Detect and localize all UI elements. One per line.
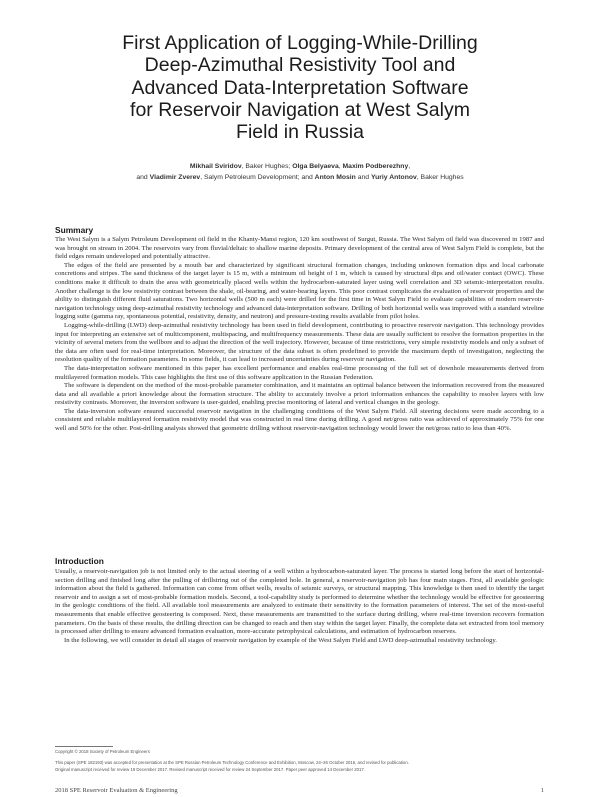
author-affiliation: , Baker Hughes; bbox=[241, 163, 293, 170]
title-line: Field in Russia bbox=[236, 121, 364, 144]
title-line: First Application of Logging-While-Drilling bbox=[122, 32, 478, 54]
author-affiliation: , Salym Petroleum Development; and bbox=[200, 174, 315, 181]
author-line bbox=[40, 172, 560, 183]
introduction-section bbox=[55, 568, 544, 645]
author-name: Maxim Podberezhny bbox=[342, 163, 409, 170]
introduction-heading: Introduction bbox=[55, 556, 104, 566]
author-name: Olga Belyaeva bbox=[292, 163, 339, 170]
summary-paragraph: The software is dependent on the method of the most-probable parameter combination, and it maintains an optimal balance between the information recovered from the measured data and all available a priori knowledge about the formation structure. The ability to accurately involve a priori information enhances the capability to resolve layers with low resistivity contrasts. Moreover, the inversion software is user-guided, enabling precise monitoring of lateral and vertical changes in the geology. bbox=[55, 382, 544, 407]
summary-paragraph: The data-interpretation software mentioned in this paper has excellent performance and enables real-time processing of the full set of downhole measurements derived from multilayered formation models. This case highlights the first use of this software application in the Russian Federation. bbox=[55, 364, 544, 381]
author-list bbox=[40, 161, 560, 183]
paper-title bbox=[40, 32, 560, 143]
footnote-divider bbox=[55, 746, 113, 747]
summary-paragraph: Logging-while-drilling (LWD) deep-azimuthal resistivity technology has been used in field development, contributing to proactive reservoir navigation. This technology provides input for interpreting an extensive set of multicomponent, multispacing, and multifrequency measurements. These data are usually sufficient to resolve the formation properties in the vicinity of several meters from the wellbore and to adjust the direction of the well trajectory. However, because of time restrictions, very simple resistivity models and only a subset of the data are often used for real-time interpretation. Moreover, the structure of the data subset is often predefined to provide the maximum depth of investigation, neglecting the resolution quality of the formation parameters. In some fields, it can lead to increased uncertainties during reservoir navigation. bbox=[55, 321, 544, 364]
author-name: Yuriy Antonov bbox=[370, 174, 417, 181]
page-number: 1 bbox=[540, 787, 544, 794]
author-line bbox=[40, 161, 560, 172]
summary-paragraph: The edges of the field are presented by a mouth bar and characterized by significant structural formation changes, including unknown formation dips and local carbonate concretions and stripes. The sand thickness of the target layer is 15 m, with a minimum oil height of 1 m, which is caused by structural dips and oil/water contact (OWC). These conditions make it difficult to drain the area with geometrically placed wells within the hydrocarbon-saturated layer using well correlation and 3D seismic-interpretation results. Another challenge is the low resistivity contrast between the shale, oil-bearing, and water-bearing layers. This poor contrast complicates the evaluation of reservoir properties and the ability to distinguish different fluid saturations. Two horizontal wells (500 m each) were drilled for the first time in West Salym Field to evaluate capabilities of modern reservoir-navigation technology using deep-azimuthal resistivity technology and advanced data-interpretation software. Drilling of both horizontal wells was improved with a standard wireline logging suite (gamma ray, spontaneous potential, resistivity, density, and neutron) and pressure-testing results available from pilot holes. bbox=[55, 261, 544, 321]
author-name: Anton Mosin bbox=[314, 174, 356, 181]
author-name: Vladimir Zverev bbox=[149, 174, 201, 181]
title-line: Advanced Data-Interpretation Software bbox=[131, 76, 469, 99]
author-separator: and bbox=[136, 174, 150, 181]
footnotes bbox=[55, 749, 544, 773]
author-separator: , bbox=[338, 163, 343, 170]
summary-paragraph: The data-inversion software ensured successful reservoir navigation in the challenging conditions of the West Salym Field. All steering decisions were made according to a consistent and reliable multilayered formation resistivity model that was constructed in real time during drilling. A good net/gross ratio was achieved of approximately 75% for one well and 50% for the other. Post-drilling analysis showed that geometric drilling without reservoir-navigation technology would lower the net/gross ratio to less than 40%. bbox=[55, 407, 544, 433]
author-affiliation: , Baker Hughes bbox=[416, 174, 464, 181]
title-line: Deep-Azimuthal Resistivity Tool and bbox=[144, 54, 456, 77]
introduction-paragraph: In the following, we will consider in detail all stages of reservoir navigation by example of the West Salym Field and LWD deep-azimuthal resistivity technology. bbox=[64, 636, 497, 644]
summary-heading: Summary bbox=[55, 225, 94, 235]
author-separator: and bbox=[355, 174, 371, 181]
author-name: Mikhail Sviridov bbox=[189, 163, 242, 170]
title-line: for Reservoir Navigation at West Salym bbox=[130, 98, 470, 121]
footnote-line: This paper (SPE 182193) was accepted for presentation at the SPE Russian Petroleum Technology Conference and Exhibition, Moscow, 24–26 October 2016, and revised for publication. bbox=[55, 760, 409, 766]
copyright-notice: Copyright © 2018 Society of Petroleum Engineers bbox=[55, 749, 150, 754]
author-separator: , bbox=[408, 163, 411, 170]
summary-paragraph: The West Salym is a Salym Petroleum Development oil field in the Khanty-Mansi region, 120 km southwest of Surgut, Russia. The West Salym oil field was discovered in 1987 and was brought on stream in 2004. The reservoirs vary from fluvial/deltaic to shallow marine deposits. Primary development of the central area of West Salym Field is complete, but the field edges remain undeveloped and potentially attractive. bbox=[55, 236, 544, 261]
footnote-line: Original manuscript received for review 19 December 2017. Revised manuscript received for review 24 September 2017. Paper peer approved 14 December 2017. bbox=[55, 766, 366, 772]
summary-section bbox=[55, 236, 544, 434]
introduction-paragraph: Usually, a reservoir-navigation job is not limited only to the actual steering of a well within a hydrocarbon-saturated layer. The process is started long before the start of horizontal-section drilling and finished long after the pulling of drillstring out of the completed hole. In general, a reservoir-navigation job has four main stages. First, all available geologic information about the field is gathered. Information can come from offset wells, results of seismic surveys, or structural mapping. This knowledge is then used to identify the target reservoir and to assign a set of most-probable formation models. Second, a tool-capability study is performed to determine whether the technology would be effective for geosteering in the geologic conditions of the field. All available tool measurements are analyzed to estimate their sensitivity to the formation parameters of interest. The set of the most-useful measurements that enable effective geosteering is composed. Next, these measurements are transmitted to the surface during drilling, where real-time inversion recovers formation parameters. On the basis of these results, the drilling direction can be changed to reach and then stay within the target layer. Finally, the complete data set extracted from tool memory is processed after drilling to ensure advanced formation evaluation, more-accurate petrophysical calculations, and estimation of hydrocarbon reserves. bbox=[55, 568, 544, 636]
journal-footer: 2018 SPE Reservoir Evaluation & Engineering bbox=[55, 787, 178, 794]
